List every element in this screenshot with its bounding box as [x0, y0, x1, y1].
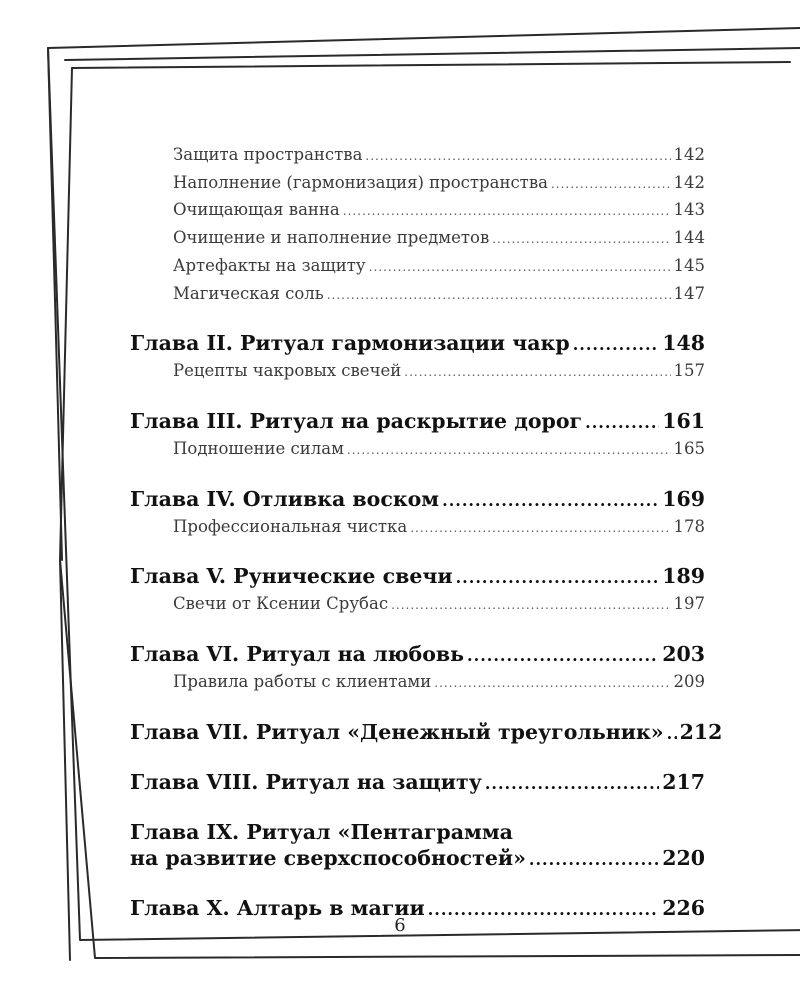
leader-dots: [573, 332, 660, 358]
toc-entry-title: Магическая соль: [173, 283, 324, 303]
toc-chapter-entry[interactable]: [130, 845, 705, 873]
toc-entry-page: 144: [673, 228, 705, 248]
toc-chapter-title: Глава VI. Ритуал на любовь: [130, 642, 465, 667]
toc-chapter-page: 169: [662, 486, 705, 511]
leader-dots: [404, 360, 670, 386]
leader-dots: [391, 593, 670, 619]
toc-chapter-title: Глава III. Ритуал на раскрытие дорог: [130, 408, 583, 433]
toc-chapter-entry[interactable]: [130, 563, 705, 591]
table-of-contents: [130, 142, 723, 923]
leader-dots: [434, 671, 670, 697]
toc-subentry[interactable]: [130, 170, 705, 198]
toc-entry-title: Очищающая ванна: [173, 200, 340, 220]
toc-entry-page: 143: [673, 200, 705, 220]
leader-dots: [428, 897, 660, 923]
toc-chapter-page: 220: [662, 845, 705, 870]
toc-entry-page: 145: [673, 255, 705, 275]
toc-entry-title: Подношение силам: [173, 438, 344, 458]
leader-dots: [442, 488, 659, 514]
leader-dots: [343, 199, 671, 225]
toc-chapter-title: Глава II. Ритуал гармонизации чакр: [130, 331, 570, 356]
toc-chapter-entry[interactable]: [130, 641, 705, 669]
toc-chapter-title: Глава VII. Ритуал «Денежный треугольник»: [130, 719, 664, 744]
toc-entry-title: Артефакты на защиту: [173, 255, 366, 275]
leader-dots: [529, 847, 659, 873]
toc-chapter-title: Глава V. Рунические свечи: [130, 564, 453, 589]
toc-entry-title: Правила работы с клиентами: [173, 672, 432, 692]
toc-subentry[interactable]: [130, 358, 705, 386]
toc-entry-page: 178: [673, 516, 705, 536]
toc-subentry[interactable]: [130, 669, 705, 697]
toc-subentry[interactable]: [130, 197, 705, 225]
toc-chapter-title: Глава IV. Отливка воском: [130, 486, 440, 511]
toc-entry-title: Защита пространства: [173, 145, 363, 164]
leader-dots: [585, 410, 659, 436]
leader-dots: [347, 438, 671, 464]
leader-dots: [667, 721, 677, 747]
toc-chapter-page: 161: [662, 408, 705, 433]
toc-chapter-page: 148: [662, 331, 705, 356]
leader-dots: [369, 255, 671, 281]
leader-dots: [485, 771, 659, 797]
toc-entry-page: 197: [673, 594, 705, 614]
toc-entry-page: 209: [673, 672, 705, 692]
page-number: 6: [394, 915, 406, 936]
toc-subsection-group: [130, 142, 705, 308]
toc-entry-page: 165: [673, 438, 705, 458]
toc-entry-page: 142: [673, 172, 705, 192]
toc-entry-page: 157: [673, 361, 705, 381]
toc-chapter-entry[interactable]: [130, 408, 705, 436]
leader-dots: [492, 227, 670, 253]
toc-entry-page: 147: [673, 283, 705, 303]
toc-subentry[interactable]: [130, 253, 705, 281]
toc-subentry[interactable]: [130, 514, 705, 542]
leader-dots: [467, 643, 659, 669]
toc-chapter-page: 217: [662, 769, 705, 794]
toc-subentry[interactable]: [130, 281, 705, 309]
toc-chapter-page: 212: [679, 719, 723, 744]
toc-entry-page: 142: [673, 145, 705, 164]
toc-entry-title: Свечи от Ксении Срубас: [173, 594, 389, 614]
toc-entry-title: Наполнение (гармонизация) пространства: [173, 172, 548, 192]
toc-chapter-title-line1[interactable]: Глава IX. Ритуал «Пентаграмма: [130, 819, 513, 844]
toc-chapter-entry[interactable]: [130, 719, 723, 747]
toc-chapter-title: Глава VIII. Ритуал на защиту: [130, 769, 482, 794]
toc-entry-title: Рецепты чакровых свечей: [173, 361, 402, 381]
toc-chapter-entry[interactable]: [130, 769, 705, 797]
toc-chapter-page: 203: [662, 642, 705, 667]
leader-dots: [551, 172, 671, 198]
toc-subentry[interactable]: [130, 142, 705, 170]
toc-subentry[interactable]: [130, 591, 705, 619]
toc-subentry[interactable]: [130, 225, 705, 253]
leader-dots: [327, 283, 671, 309]
toc-entry-title: Профессиональная чистка: [173, 516, 408, 536]
leader-dots: [456, 565, 660, 591]
toc-chapter-entry[interactable]: [130, 486, 705, 514]
toc-chapter-page: 189: [662, 564, 705, 589]
toc-chapter-entry[interactable]: [130, 895, 705, 923]
toc-chapter-title-line2: на развитие сверхспособностей»: [130, 845, 526, 870]
toc-entry-title: Очищение и наполнение предметов: [173, 228, 490, 248]
toc-subentry[interactable]: [130, 436, 705, 464]
toc-chapter-title: Глава X. Алтарь в магии: [130, 895, 425, 920]
toc-chapter-page: 226: [662, 895, 705, 920]
leader-dots: [365, 144, 670, 170]
toc-chapter-entry[interactable]: [130, 330, 705, 358]
leader-dots: [410, 516, 670, 542]
